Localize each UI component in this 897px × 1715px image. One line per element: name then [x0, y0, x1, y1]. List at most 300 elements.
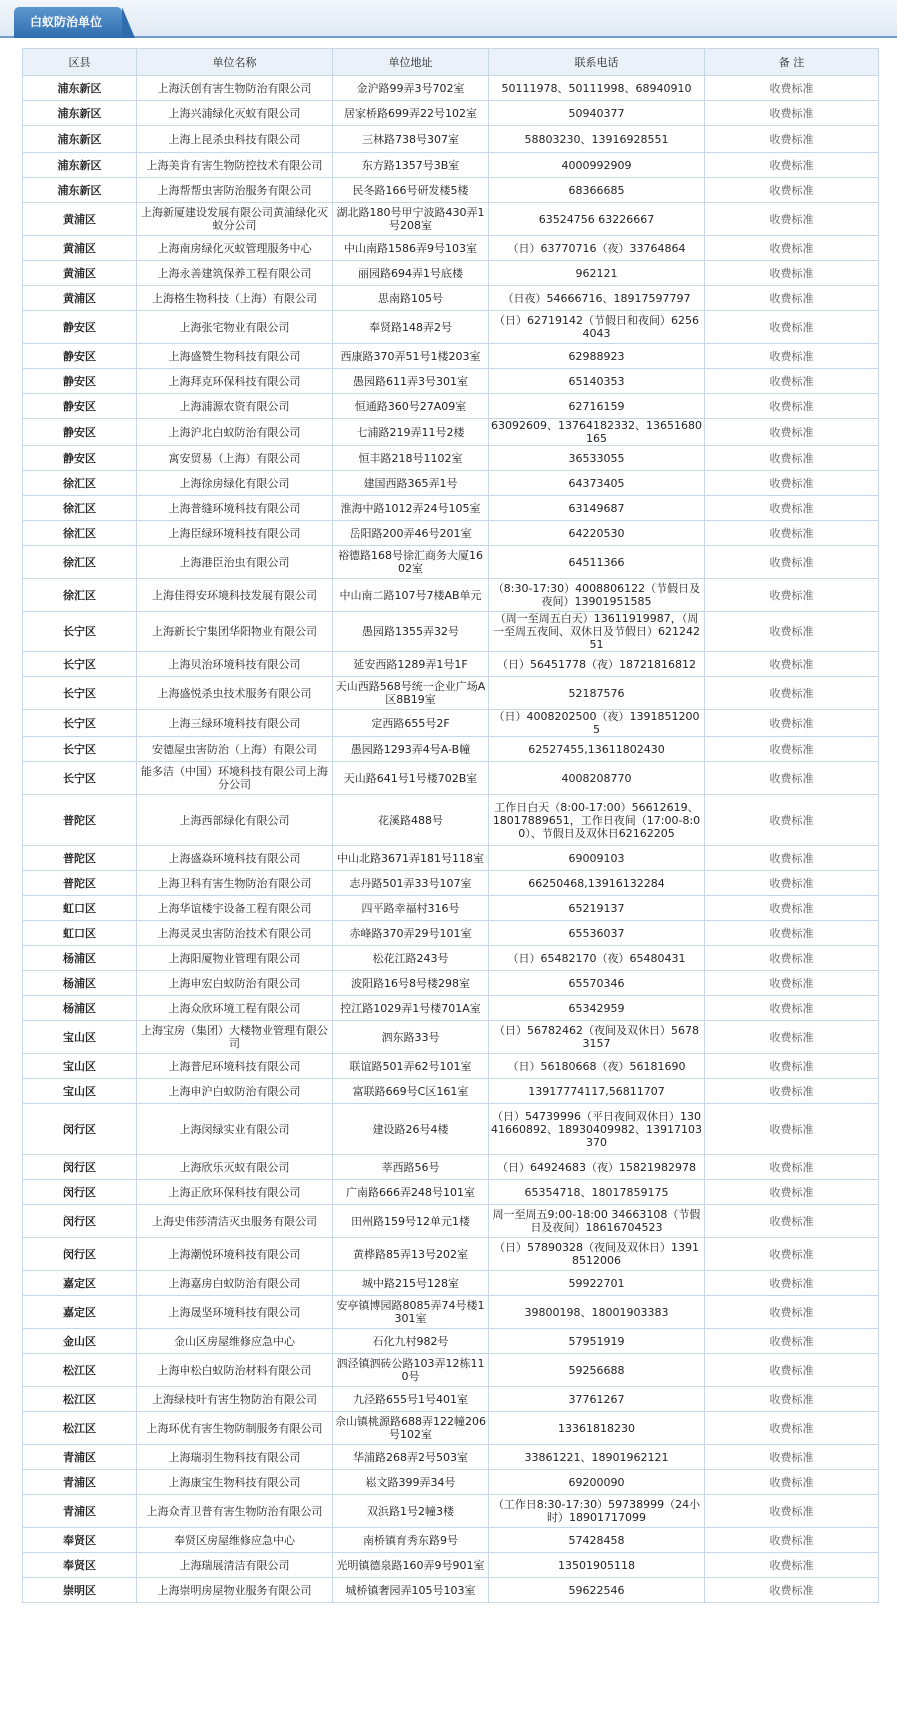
address-cell: 西康路370弄51号1楼203室 — [333, 344, 489, 369]
phone-cell: 63149687 — [489, 496, 705, 521]
district-cell: 长宁区 — [23, 652, 137, 677]
phone-cell: 58803230、13916928551 — [489, 126, 705, 153]
fee-standard-link[interactable]: 收费标准 — [705, 496, 879, 521]
header-district: 区县 — [23, 49, 137, 76]
phone-cell: 62988923 — [489, 344, 705, 369]
fee-standard-link[interactable]: 收费标准 — [705, 1271, 879, 1296]
table-row — [23, 153, 879, 178]
district-cell: 宝山区 — [23, 1079, 137, 1104]
district-cell: 普陀区 — [23, 846, 137, 871]
address-cell: 湖北路180号甲宁波路430弄1号208室 — [333, 203, 489, 236]
unit-name-cell: 上海崇明房屋物业服务有限公司 — [137, 1578, 333, 1603]
fee-standard-link[interactable]: 收费标准 — [705, 311, 879, 344]
district-cell: 长宁区 — [23, 677, 137, 710]
phone-cell: 13361818230 — [489, 1412, 705, 1445]
district-cell: 黄浦区 — [23, 261, 137, 286]
table-row — [23, 1354, 879, 1387]
fee-standard-link[interactable]: 收费标准 — [705, 1180, 879, 1205]
district-cell: 虹口区 — [23, 921, 137, 946]
district-cell: 宝山区 — [23, 1021, 137, 1054]
unit-name-cell: 上海嘉房白蚁防治有限公司 — [137, 1271, 333, 1296]
address-cell: 思南路105号 — [333, 286, 489, 311]
district-cell: 青浦区 — [23, 1470, 137, 1495]
unit-name-cell: 上海盛赞生物科技有限公司 — [137, 344, 333, 369]
address-cell: 中山南二路107号7楼AB单元 — [333, 579, 489, 612]
fee-standard-link[interactable]: 收费标准 — [705, 76, 879, 101]
address-cell: 金沪路99弄3号702室 — [333, 76, 489, 101]
phone-cell: 59256688 — [489, 1354, 705, 1387]
district-cell: 松江区 — [23, 1354, 137, 1387]
unit-name-cell: 上海普缝环境科技有限公司 — [137, 496, 333, 521]
phone-cell: 62716159 — [489, 394, 705, 419]
phone-cell: 33861221、18901962121 — [489, 1445, 705, 1470]
district-cell: 长宁区 — [23, 737, 137, 762]
address-cell: 裕德路168号徐汇商务大厦1602室 — [333, 546, 489, 579]
fee-standard-link[interactable]: 收费标准 — [705, 1079, 879, 1104]
fee-standard-link[interactable]: 收费标准 — [705, 996, 879, 1021]
unit-name-cell: 上海港臣治虫有限公司 — [137, 546, 333, 579]
table-row — [23, 677, 879, 710]
table-row — [23, 101, 879, 126]
unit-name-cell: 上海徐房绿化有限公司 — [137, 471, 333, 496]
table-row — [23, 446, 879, 471]
fee-standard-link[interactable]: 收费标准 — [705, 236, 879, 261]
unit-name-cell: 能多洁（中国）环境科技有限公司上海分公司 — [137, 762, 333, 795]
district-cell: 闵行区 — [23, 1238, 137, 1271]
unit-name-cell: 上海申沪白蚁防治有限公司 — [137, 1079, 333, 1104]
unit-name-cell: 上海众青卫普有害生物防治有限公司 — [137, 1495, 333, 1528]
table-row — [23, 344, 879, 369]
unit-name-cell: 上海贝治环境科技有限公司 — [137, 652, 333, 677]
district-cell: 杨浦区 — [23, 946, 137, 971]
district-cell: 静安区 — [23, 394, 137, 419]
phone-cell: 64373405 — [489, 471, 705, 496]
phone-cell: 962121 — [489, 261, 705, 286]
address-cell: 建设路26号4楼 — [333, 1104, 489, 1155]
phone-cell: 13501905118 — [489, 1553, 705, 1578]
fee-standard-link[interactable]: 收费标准 — [705, 1021, 879, 1054]
unit-name-cell: 上海阳厦物业管理有限公司 — [137, 946, 333, 971]
table-row — [23, 1104, 879, 1155]
district-cell: 青浦区 — [23, 1445, 137, 1470]
address-cell: 城桥镇奢园弄105号103室 — [333, 1578, 489, 1603]
district-cell: 奉贤区 — [23, 1528, 137, 1553]
table-row — [23, 896, 879, 921]
unit-name-cell: 上海康宝生物科技有限公司 — [137, 1470, 333, 1495]
phone-cell: 52187576 — [489, 677, 705, 710]
district-cell: 长宁区 — [23, 710, 137, 737]
phone-cell: 57951919 — [489, 1329, 705, 1354]
address-cell: 佘山镇桃源路688弄122幢206号102室 — [333, 1412, 489, 1445]
fee-standard-link[interactable]: 收费标准 — [705, 762, 879, 795]
unit-name-cell: 上海欣乐灭蚁有限公司 — [137, 1155, 333, 1180]
address-cell: 建国西路365弄1号 — [333, 471, 489, 496]
address-cell: 东方路1357号3B室 — [333, 153, 489, 178]
fee-standard-link[interactable]: 收费标准 — [705, 971, 879, 996]
address-cell: 广南路666弄248号101室 — [333, 1180, 489, 1205]
fee-standard-link[interactable]: 收费标准 — [705, 261, 879, 286]
table-row — [23, 1021, 879, 1054]
fee-standard-link[interactable]: 收费标准 — [705, 286, 879, 311]
header-remark: 备 注 — [705, 49, 879, 76]
district-cell: 静安区 — [23, 419, 137, 446]
district-cell: 松江区 — [23, 1387, 137, 1412]
table-row — [23, 1412, 879, 1445]
address-cell: 联谊路501弄62号101室 — [333, 1054, 489, 1079]
fee-standard-link[interactable]: 收费标准 — [705, 446, 879, 471]
phone-cell: 65536037 — [489, 921, 705, 946]
phone-cell: 69200090 — [489, 1470, 705, 1495]
address-cell: 安亭镇博园路8085弄74号楼1301室 — [333, 1296, 489, 1329]
fee-standard-link[interactable]: 收费标准 — [705, 178, 879, 203]
district-cell: 徐汇区 — [23, 496, 137, 521]
table-row — [23, 1054, 879, 1079]
table-row — [23, 471, 879, 496]
district-cell: 闵行区 — [23, 1205, 137, 1238]
table-row — [23, 1445, 879, 1470]
district-cell: 松江区 — [23, 1412, 137, 1445]
district-cell: 浦东新区 — [23, 76, 137, 101]
district-cell: 静安区 — [23, 311, 137, 344]
district-cell: 黄浦区 — [23, 286, 137, 311]
fee-standard-link[interactable]: 收费标准 — [705, 896, 879, 921]
unit-name-cell: 上海永善建筑保养工程有限公司 — [137, 261, 333, 286]
unit-name-cell: 安德屋虫害防治（上海）有限公司 — [137, 737, 333, 762]
address-cell: 城中路215号128室 — [333, 1271, 489, 1296]
fee-standard-link[interactable]: 收费标准 — [705, 1155, 879, 1180]
district-cell: 闵行区 — [23, 1104, 137, 1155]
fee-standard-link[interactable]: 收费标准 — [705, 1296, 879, 1329]
district-cell: 浦东新区 — [23, 178, 137, 203]
table-row — [23, 710, 879, 737]
unit-name-cell: 上海瑞羽生物科技有限公司 — [137, 1445, 333, 1470]
unit-name-cell: 上海众欣环境工程有限公司 — [137, 996, 333, 1021]
address-cell: 泗东路33号 — [333, 1021, 489, 1054]
unit-name-cell: 上海兴浦绿化灭蚁有限公司 — [137, 101, 333, 126]
address-cell: 富联路669号C区161室 — [333, 1079, 489, 1104]
district-cell: 徐汇区 — [23, 471, 137, 496]
address-cell: 黄桦路85弄13号202室 — [333, 1238, 489, 1271]
phone-cell: 65354718、18017859175 — [489, 1180, 705, 1205]
phone-cell: 65570346 — [489, 971, 705, 996]
district-cell: 宝山区 — [23, 1054, 137, 1079]
unit-name-cell: 上海申松白蚁防治材料有限公司 — [137, 1354, 333, 1387]
fee-standard-link[interactable]: 收费标准 — [705, 710, 879, 737]
district-cell: 长宁区 — [23, 762, 137, 795]
phone-cell: 62527455,13611802430 — [489, 737, 705, 762]
phone-cell: （日）65482170（夜）65480431 — [489, 946, 705, 971]
unit-name-cell: 上海环优有害生物防制服务有限公司 — [137, 1412, 333, 1445]
unit-name-cell: 上海卫科有害生物防治有限公司 — [137, 871, 333, 896]
address-cell: 奉贤路148弄2号 — [333, 311, 489, 344]
district-cell: 奉贤区 — [23, 1553, 137, 1578]
fee-standard-link[interactable]: 收费标准 — [705, 1528, 879, 1553]
table-row — [23, 261, 879, 286]
fee-standard-link[interactable]: 收费标准 — [705, 1354, 879, 1387]
fee-standard-link[interactable]: 收费标准 — [705, 652, 879, 677]
table-row — [23, 286, 879, 311]
address-cell: 愚园路1355弄32号 — [333, 612, 489, 652]
unit-name-cell: 上海宝房（集团）大楼物业管理有限公司 — [137, 1021, 333, 1054]
district-cell: 青浦区 — [23, 1495, 137, 1528]
header-unit-name: 单位名称 — [137, 49, 333, 76]
phone-cell: 64511366 — [489, 546, 705, 579]
district-cell: 浦东新区 — [23, 101, 137, 126]
fee-standard-link[interactable]: 收费标准 — [705, 1412, 879, 1445]
phone-cell: 57428458 — [489, 1528, 705, 1553]
address-cell: 光明镇德泉路160弄9号901室 — [333, 1553, 489, 1578]
phone-cell: （8:30-17:30）4008806122（节假日及夜间）13901951585 — [489, 579, 705, 612]
district-cell: 徐汇区 — [23, 579, 137, 612]
table-row — [23, 1155, 879, 1180]
district-cell: 浦东新区 — [23, 153, 137, 178]
address-cell: 定西路655号2F — [333, 710, 489, 737]
address-cell: 崧文路399弄34号 — [333, 1470, 489, 1495]
fee-standard-link[interactable]: 收费标准 — [705, 126, 879, 153]
district-cell: 嘉定区 — [23, 1296, 137, 1329]
address-cell: 双浜路1号2幢3楼 — [333, 1495, 489, 1528]
table-row — [23, 1495, 879, 1528]
table-row — [23, 369, 879, 394]
phone-cell: （日）62719142（节假日和夜间）62564043 — [489, 311, 705, 344]
address-cell: 恒通路360号27A09室 — [333, 394, 489, 419]
fee-standard-link[interactable]: 收费标准 — [705, 369, 879, 394]
fee-standard-link[interactable]: 收费标准 — [705, 1578, 879, 1603]
table-row — [23, 579, 879, 612]
district-cell: 嘉定区 — [23, 1271, 137, 1296]
section-title-tab: 白蚁防治单位 — [14, 7, 122, 38]
unit-name-cell: 上海绿枝叶有害生物防治有限公司 — [137, 1387, 333, 1412]
table-row — [23, 1180, 879, 1205]
table-row — [23, 1553, 879, 1578]
fee-standard-link[interactable]: 收费标准 — [705, 1470, 879, 1495]
phone-cell: （周一至周五白天）13611919987，（周一至周五夜间、双休日及节假日）62124251 — [489, 612, 705, 652]
table-row — [23, 203, 879, 236]
fee-standard-link[interactable]: 收费标准 — [705, 921, 879, 946]
table-row — [23, 1079, 879, 1104]
unit-name-cell: 奉贤区房屋维修应急中心 — [137, 1528, 333, 1553]
district-cell: 杨浦区 — [23, 996, 137, 1021]
fee-standard-link[interactable]: 收费标准 — [705, 1387, 879, 1412]
address-cell: 波阳路16号8号楼298室 — [333, 971, 489, 996]
fee-standard-link[interactable]: 收费标准 — [705, 1054, 879, 1079]
address-cell: 控江路1029弄1号楼701A室 — [333, 996, 489, 1021]
table-row — [23, 921, 879, 946]
address-cell: 花溪路488号 — [333, 795, 489, 846]
fee-standard-link[interactable]: 收费标准 — [705, 737, 879, 762]
table-row — [23, 1296, 879, 1329]
phone-cell: 59622546 — [489, 1578, 705, 1603]
unit-name-cell: 上海盛悦杀虫技术服务有限公司 — [137, 677, 333, 710]
table-row — [23, 652, 879, 677]
district-cell: 长宁区 — [23, 612, 137, 652]
unit-name-cell: 上海上昆杀虫科技有限公司 — [137, 126, 333, 153]
table-row — [23, 1470, 879, 1495]
unit-name-cell: 寓安贸易（上海）有限公司 — [137, 446, 333, 471]
phone-cell: 68366685 — [489, 178, 705, 203]
unit-name-cell: 上海正欣环保科技有限公司 — [137, 1180, 333, 1205]
header-address: 单位地址 — [333, 49, 489, 76]
phone-cell: 65219137 — [489, 896, 705, 921]
phone-cell: 37761267 — [489, 1387, 705, 1412]
district-cell: 静安区 — [23, 446, 137, 471]
phone-cell: 39800198、18001903383 — [489, 1296, 705, 1329]
fee-standard-link[interactable]: 收费标准 — [705, 579, 879, 612]
address-cell: 泗泾镇泗砖公路103弄12栋110号 — [333, 1354, 489, 1387]
phone-cell: 63092609、13764182332、13651680165 — [489, 419, 705, 446]
fee-standard-link[interactable]: 收费标准 — [705, 471, 879, 496]
address-cell: 志丹路501弄33号107室 — [333, 871, 489, 896]
phone-cell: （日夜）54666716、18917597797 — [489, 286, 705, 311]
district-cell: 金山区 — [23, 1329, 137, 1354]
phone-cell: 65140353 — [489, 369, 705, 394]
table-row — [23, 1238, 879, 1271]
unit-name-cell: 上海盛焱环境科技有限公司 — [137, 846, 333, 871]
address-cell: 三林路738号307室 — [333, 126, 489, 153]
district-cell: 静安区 — [23, 344, 137, 369]
phone-cell: 59922701 — [489, 1271, 705, 1296]
table-row — [23, 1329, 879, 1354]
address-cell: 石化九村982号 — [333, 1329, 489, 1354]
fee-standard-link[interactable]: 收费标准 — [705, 546, 879, 579]
fee-standard-link[interactable]: 收费标准 — [705, 394, 879, 419]
fee-standard-link[interactable]: 收费标准 — [705, 846, 879, 871]
table-row — [23, 871, 879, 896]
district-cell: 普陀区 — [23, 871, 137, 896]
unit-name-cell: 上海新长宁集团华阳物业有限公司 — [137, 612, 333, 652]
unit-name-cell: 上海西部绿化有限公司 — [137, 795, 333, 846]
phone-cell: （日）64924683（夜）15821982978 — [489, 1155, 705, 1180]
pest-control-table — [22, 48, 879, 1603]
phone-cell: 4008208770 — [489, 762, 705, 795]
table-row — [23, 795, 879, 846]
fee-standard-link[interactable]: 收费标准 — [705, 1553, 879, 1578]
table-row — [23, 311, 879, 344]
unit-name-cell: 上海闵绿实业有限公司 — [137, 1104, 333, 1155]
table-row — [23, 521, 879, 546]
table-row — [23, 1578, 879, 1603]
table-container — [22, 48, 878, 1603]
table-row — [23, 846, 879, 871]
header-phone: 联系电话 — [489, 49, 705, 76]
unit-name-cell: 上海南房绿化灭蚁管理服务中心 — [137, 236, 333, 261]
phone-cell: （日）56451778（夜）18721816812 — [489, 652, 705, 677]
table-row — [23, 1528, 879, 1553]
fee-standard-link[interactable]: 收费标准 — [705, 344, 879, 369]
fee-standard-link[interactable]: 收费标准 — [705, 1445, 879, 1470]
table-row — [23, 496, 879, 521]
unit-name-cell: 上海沪北白蚁防治有限公司 — [137, 419, 333, 446]
table-row — [23, 1271, 879, 1296]
table-row — [23, 946, 879, 971]
phone-cell: 50111978、50111998、68940910 — [489, 76, 705, 101]
fee-standard-link[interactable]: 收费标准 — [705, 677, 879, 710]
address-cell: 愚园路611弄3号301室 — [333, 369, 489, 394]
unit-name-cell: 上海史伟莎清洁灭虫服务有限公司 — [137, 1205, 333, 1238]
phone-cell: 50940377 — [489, 101, 705, 126]
fee-standard-link[interactable]: 收费标准 — [705, 795, 879, 846]
fee-standard-link[interactable]: 收费标准 — [705, 1495, 879, 1528]
address-cell: 天山路641号1号楼702B室 — [333, 762, 489, 795]
address-cell: 延安西路1289弄1号1F — [333, 652, 489, 677]
table-header-row — [23, 49, 879, 76]
unit-name-cell: 上海帮帮虫害防治服务有限公司 — [137, 178, 333, 203]
phone-cell: 64220530 — [489, 521, 705, 546]
unit-name-cell: 上海浦源农资有限公司 — [137, 394, 333, 419]
fee-standard-link[interactable]: 收费标准 — [705, 153, 879, 178]
phone-cell: 66250468,13916132284 — [489, 871, 705, 896]
unit-name-cell: 上海格生物科技（上海）有限公司 — [137, 286, 333, 311]
phone-cell: 4000992909 — [489, 153, 705, 178]
unit-name-cell: 上海申宏白蚁防治有限公司 — [137, 971, 333, 996]
phone-cell: 周一至周五9:00-18:00 34663108（节假日及夜间）18616704523 — [489, 1205, 705, 1238]
table-row — [23, 76, 879, 101]
table-row — [23, 762, 879, 795]
table-row — [23, 971, 879, 996]
phone-cell: 13917774117,56811707 — [489, 1079, 705, 1104]
table-row — [23, 419, 879, 446]
table-row — [23, 236, 879, 261]
phone-cell: 工作日白天（8:00-17:00）56612619、18017889651，工作日夜间（17:00-8:00）、节假日及双休日62162205 — [489, 795, 705, 846]
address-cell: 赤峰路370弄29号101室 — [333, 921, 489, 946]
table-row — [23, 1205, 879, 1238]
phone-cell: （日）54739996（平日夜间双休日）13041660892、18930409982、13917103370 — [489, 1104, 705, 1155]
unit-name-cell: 上海潮悦环境科技有限公司 — [137, 1238, 333, 1271]
district-cell: 崇明区 — [23, 1578, 137, 1603]
unit-name-cell: 上海华谊楼宇设备工程有限公司 — [137, 896, 333, 921]
phone-cell: 69009103 — [489, 846, 705, 871]
fee-standard-link[interactable]: 收费标准 — [705, 946, 879, 971]
phone-cell: 65342959 — [489, 996, 705, 1021]
top-bar — [0, 0, 897, 38]
table-row — [23, 126, 879, 153]
fee-standard-link[interactable]: 收费标准 — [705, 419, 879, 446]
address-cell: 中山北路3671弄181号118室 — [333, 846, 489, 871]
fee-standard-link[interactable]: 收费标准 — [705, 1329, 879, 1354]
table-row — [23, 1387, 879, 1412]
address-cell: 田州路159号12单元1楼 — [333, 1205, 489, 1238]
unit-name-cell: 上海新厦建设发展有限公司黄浦绿化灭蚁分公司 — [137, 203, 333, 236]
fee-standard-link[interactable]: 收费标准 — [705, 871, 879, 896]
phone-cell: （工作日8:30-17:30）59738999（24小时）18901717099 — [489, 1495, 705, 1528]
table-row — [23, 737, 879, 762]
fee-standard-link[interactable]: 收费标准 — [705, 101, 879, 126]
unit-name-cell: 上海三绿环境科技有限公司 — [137, 710, 333, 737]
fee-standard-link[interactable]: 收费标准 — [705, 1104, 879, 1155]
district-cell: 徐汇区 — [23, 546, 137, 579]
address-cell: 华浦路268弄2号503室 — [333, 1445, 489, 1470]
district-cell: 静安区 — [23, 369, 137, 394]
district-cell: 闵行区 — [23, 1155, 137, 1180]
fee-standard-link[interactable]: 收费标准 — [705, 203, 879, 236]
address-cell: 民冬路166号研发楼5楼 — [333, 178, 489, 203]
district-cell: 浦东新区 — [23, 126, 137, 153]
phone-cell: （日）56782462（夜间及双休日）56783157 — [489, 1021, 705, 1054]
address-cell: 中山南路1586弄9号103室 — [333, 236, 489, 261]
district-cell: 虹口区 — [23, 896, 137, 921]
address-cell: 莘西路56号 — [333, 1155, 489, 1180]
district-cell: 黄浦区 — [23, 236, 137, 261]
fee-standard-link[interactable]: 收费标准 — [705, 1205, 879, 1238]
unit-name-cell: 上海灵灵虫害防治技术有限公司 — [137, 921, 333, 946]
fee-standard-link[interactable]: 收费标准 — [705, 521, 879, 546]
address-cell: 七浦路219弄11号2楼 — [333, 419, 489, 446]
address-cell: 四平路幸福村316号 — [333, 896, 489, 921]
fee-standard-link[interactable]: 收费标准 — [705, 1238, 879, 1271]
table-row — [23, 394, 879, 419]
phone-cell: （日）4008202500（夜）13918512005 — [489, 710, 705, 737]
fee-standard-link[interactable]: 收费标准 — [705, 612, 879, 652]
